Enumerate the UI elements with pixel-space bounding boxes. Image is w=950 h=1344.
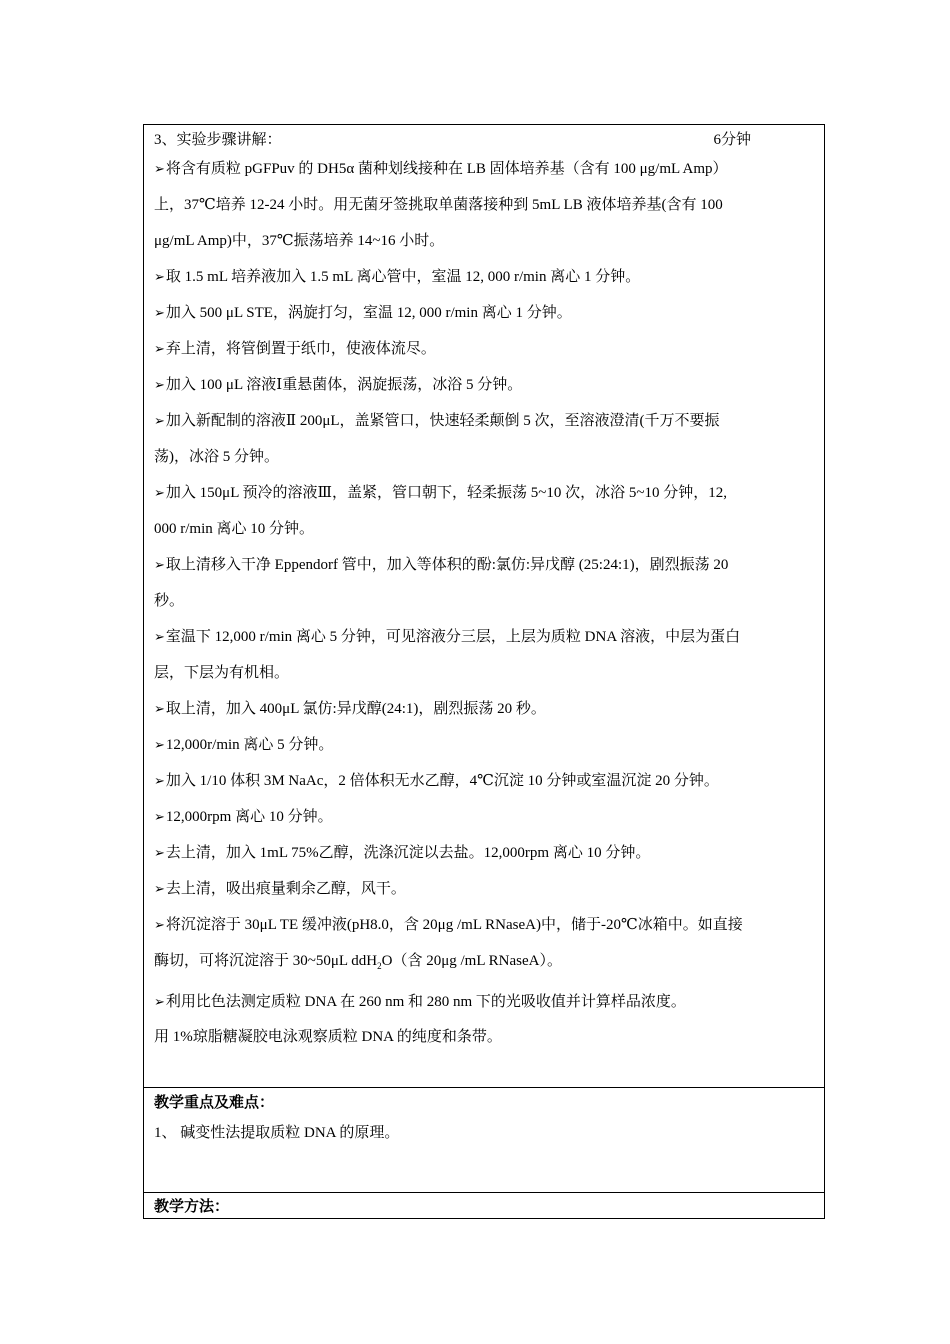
step-line bbox=[154, 403, 816, 439]
step-item bbox=[154, 984, 816, 1020]
bullet-arrow-icon: ➢ bbox=[154, 881, 165, 896]
step-item bbox=[154, 691, 816, 727]
step-text: 12,000r/min 离心 5 分钟。 bbox=[165, 737, 334, 753]
step-line bbox=[154, 547, 816, 583]
bullet-arrow-icon: ➢ bbox=[154, 773, 165, 788]
step-line bbox=[154, 151, 816, 187]
step-line bbox=[154, 475, 816, 511]
step-text: 弃上清，将管倒置于纸巾，使液体流尽。 bbox=[165, 341, 436, 357]
step-text: 室温下 12,000 r/min 离心 5 分钟，可见溶液分三层，上层为质粒 DNA 溶液，中层为蛋白 bbox=[165, 629, 741, 645]
step-item bbox=[154, 295, 816, 331]
bullet-arrow-icon: ➢ bbox=[154, 809, 165, 824]
step-text: 秒。 bbox=[154, 593, 185, 609]
step-text: 12,000rpm 离心 10 分钟。 bbox=[165, 809, 333, 825]
steps-row bbox=[144, 125, 824, 1088]
lesson-plan-table bbox=[143, 124, 825, 1219]
key-points-cell bbox=[144, 1088, 824, 1192]
key-point-item: 1、 碱变性法提取质粒 DNA 的原理。 bbox=[154, 1125, 400, 1141]
subscript: 2 bbox=[377, 961, 382, 971]
step-text: 000 r/min 离心 10 分钟。 bbox=[154, 521, 314, 537]
step-text: 加入 100 μL 溶液Ⅰ重悬菌体，涡旋振荡，冰浴 5 分钟。 bbox=[165, 377, 523, 393]
step-text: 加入 1/10 体积 3M NaAc，2 倍体积无水乙醇，4℃沉淀 10 分钟或室温沉淀 20 分钟。 bbox=[165, 773, 719, 789]
step-item bbox=[154, 907, 816, 984]
bullet-arrow-icon: ➢ bbox=[154, 917, 165, 932]
step-line bbox=[154, 259, 816, 295]
step-line bbox=[154, 511, 816, 547]
step-line bbox=[154, 727, 816, 763]
step-line bbox=[154, 187, 816, 223]
bullet-arrow-icon: ➢ bbox=[154, 413, 165, 428]
step-text: O（含 20μg /mL RNaseA）。 bbox=[381, 953, 562, 969]
bullet-arrow-icon: ➢ bbox=[154, 737, 165, 752]
bullet-arrow-icon: ➢ bbox=[154, 701, 165, 716]
step-item bbox=[154, 151, 816, 259]
step-line bbox=[154, 331, 816, 367]
step-item bbox=[154, 475, 816, 547]
step-line bbox=[154, 223, 816, 259]
step-line bbox=[154, 367, 816, 403]
bullet-arrow-icon: ➢ bbox=[154, 845, 165, 860]
step-text: 去上清，加入 1mL 75%乙醇，洗涤沉淀以去盐。12,000rpm 离心 10 分钟。 bbox=[165, 845, 651, 861]
step-item bbox=[154, 547, 816, 619]
step-line bbox=[154, 943, 816, 984]
step-text: 取 1.5 mL 培养液加入 1.5 mL 离心管中，室温 12, 000 r/min 离心 1 分钟。 bbox=[165, 269, 641, 285]
step-item bbox=[154, 871, 816, 907]
section-title: 3、实验步骤讲解： bbox=[154, 132, 282, 148]
final-line: 用 1%琼脂糖凝胶电泳观察质粒 DNA 的纯度和条带。 bbox=[154, 1029, 502, 1045]
step-line bbox=[154, 835, 816, 871]
step-text: 荡)，冰浴 5 分钟。 bbox=[154, 449, 279, 465]
step-text: 加入 150μL 预冷的溶液Ⅲ，盖紧，管口朝下，轻柔振荡 5~10 次，冰浴 5~10 分钟，12, bbox=[165, 485, 728, 501]
step-text: 取上清移入干净 Eppendorf 管中，加入等体积的酚:氯仿:异戊醇 (25:24:1)，剧烈振荡 20 bbox=[165, 557, 729, 573]
teaching-methods-cell bbox=[144, 1193, 824, 1218]
bullet-arrow-icon: ➢ bbox=[154, 161, 165, 176]
step-line bbox=[154, 439, 816, 475]
step-line bbox=[154, 984, 816, 1020]
step-text: 将沉淀溶于 30μL TE 缓冲液(pH8.0，含 20μg /mL RNaseA)中，储于-20℃冰箱中。如直接 bbox=[165, 917, 743, 933]
section-header bbox=[154, 129, 816, 151]
steps-list bbox=[154, 151, 816, 1020]
bullet-arrow-icon: ➢ bbox=[154, 377, 165, 392]
step-item bbox=[154, 259, 816, 295]
bullet-arrow-icon: ➢ bbox=[154, 485, 165, 500]
step-text: 加入 500 μL STE，涡旋打匀，室温 12, 000 r/min 离心 1 分钟。 bbox=[165, 305, 572, 321]
step-text: 酶切，可将沉淀溶于 30~50μL ddH bbox=[154, 953, 378, 969]
step-line bbox=[154, 583, 816, 619]
bullet-arrow-icon: ➢ bbox=[154, 269, 165, 284]
steps-cell bbox=[144, 125, 824, 1087]
step-text: 将含有质粒 pGFPuv 的 DH5α 菌种划线接种在 LB 固体培养基（含有 100 μg/mL Amp） bbox=[165, 161, 728, 177]
step-item bbox=[154, 403, 816, 475]
step-item bbox=[154, 835, 816, 871]
teaching-methods-title: 教学方法： bbox=[154, 1199, 230, 1215]
section-duration: 6分钟 bbox=[713, 132, 751, 148]
bullet-arrow-icon: ➢ bbox=[154, 557, 165, 572]
step-line bbox=[154, 619, 816, 655]
step-line bbox=[154, 295, 816, 331]
step-item bbox=[154, 727, 816, 763]
teaching-methods-row bbox=[144, 1193, 824, 1218]
step-item bbox=[154, 619, 816, 691]
step-line bbox=[154, 871, 816, 907]
step-line bbox=[154, 691, 816, 727]
bullet-arrow-icon: ➢ bbox=[154, 994, 165, 1009]
step-line bbox=[154, 799, 816, 835]
step-line bbox=[154, 763, 816, 799]
step-text: 加入新配制的溶液Ⅱ 200μL，盖紧管口，快速轻柔颠倒 5 次，至溶液澄清(千万不要振 bbox=[165, 413, 720, 429]
step-text: 上，37℃培养 12-24 小时。用无菌牙签挑取单菌落接种到 5mL LB 液体培养基(含有 100 bbox=[154, 197, 723, 213]
step-text: 利用比色法测定质粒 DNA 在 260 nm 和 280 nm 下的光吸收值并计算样品浓度。 bbox=[165, 994, 686, 1010]
bullet-arrow-icon: ➢ bbox=[154, 305, 165, 320]
step-text: 层，下层为有机相。 bbox=[154, 665, 290, 681]
bullet-arrow-icon: ➢ bbox=[154, 341, 165, 356]
step-line bbox=[154, 655, 816, 691]
key-points-row bbox=[144, 1088, 824, 1193]
step-line bbox=[154, 907, 816, 943]
step-item bbox=[154, 331, 816, 367]
step-text: 去上清，吸出痕量剩余乙醇，风干。 bbox=[165, 881, 406, 897]
key-points-title: 教学重点及难点： bbox=[154, 1095, 275, 1111]
step-text: 取上清，加入 400μL 氯仿:异戊醇(24:1)，剧烈振荡 20 秒。 bbox=[165, 701, 546, 717]
bullet-arrow-icon: ➢ bbox=[154, 629, 165, 644]
step-item bbox=[154, 763, 816, 799]
step-text: μg/mL Amp)中，37℃振荡培养 14~16 小时。 bbox=[154, 233, 445, 249]
step-item bbox=[154, 367, 816, 403]
step-item bbox=[154, 799, 816, 835]
